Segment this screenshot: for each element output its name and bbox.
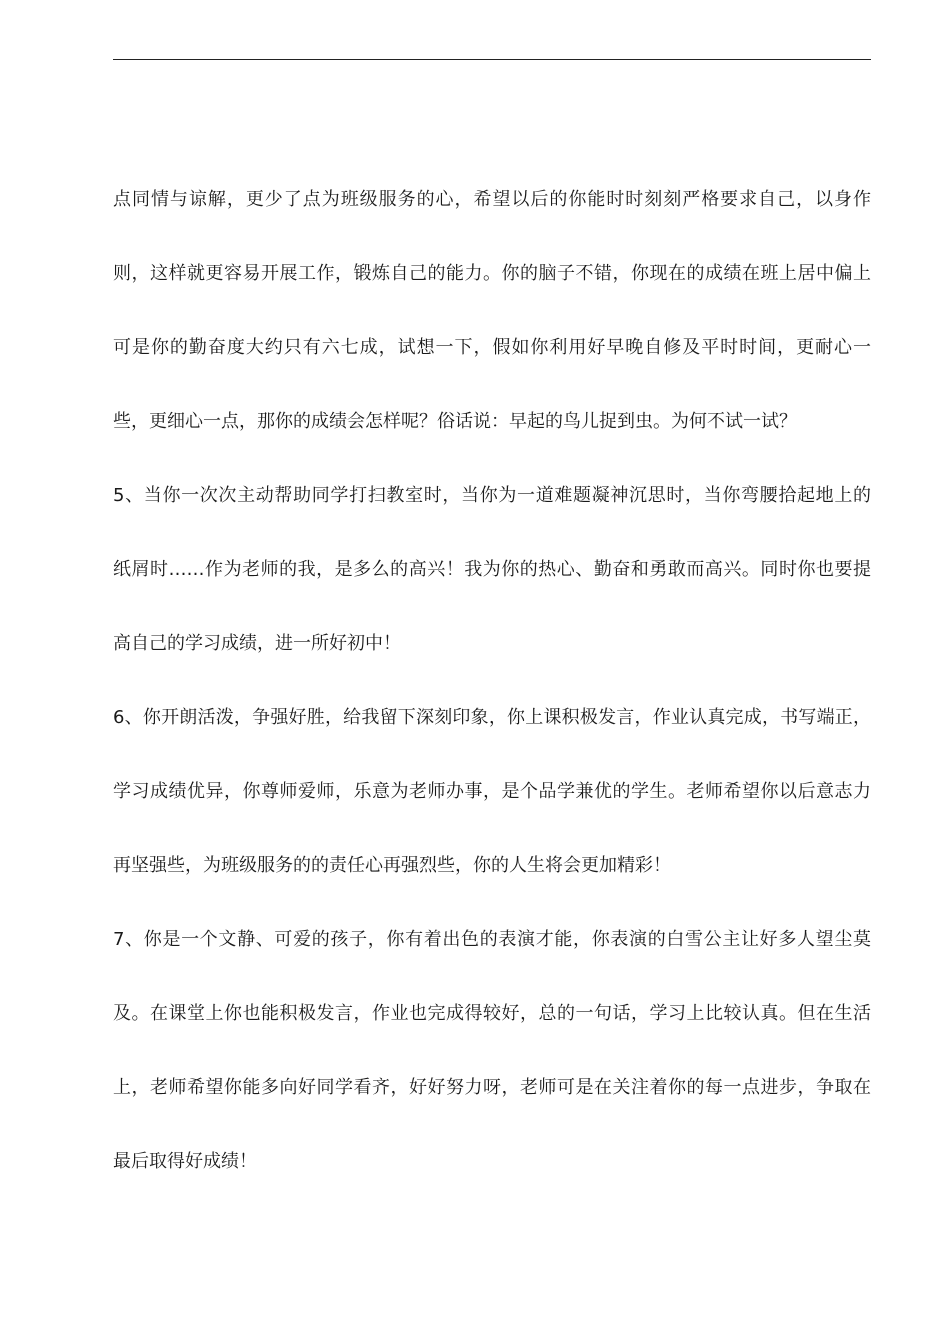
text-line: 则，这样就更容易开展工作，锻炼自己的能力。你的脑子不错，你现在的成绩在班上居中偏上 — [113, 263, 871, 284]
text-line: 学习成绩优异，你尊师爱师，乐意为老师办事，是个品学兼优的学生。老师希望你以后意志力 — [113, 781, 871, 802]
text-line: 点同情与谅解，更少了点为班级服务的心，希望以后的你能时时刻刻严格要求自己，以身作 — [113, 189, 871, 210]
text-line: 6、你开朗活泼，争强好胜，给我留下深刻印象，你上课积极发言，作业认真完成，书写端正， — [113, 707, 871, 728]
text-line: 上，老师希望你能多向好同学看齐，好好努力呀，老师可是在关注着你的每一点进步，争取在 — [113, 1077, 871, 1098]
document-body — [113, 163, 871, 1199]
text-line: 最后取得好成绩！ — [113, 1151, 257, 1172]
text-line: 些，更细心一点，那你的成绩会怎样呢？俗话说：早起的鸟儿捉到虫。为何不试一试？ — [113, 411, 797, 432]
text-line: 7、你是一个文静、可爱的孩子，你有着出色的表演才能，你表演的白雪公主让好多人望尘莫 — [113, 929, 871, 950]
text-line: 及。在课堂上你也能积极发言，作业也完成得较好，总的一句话，学习上比较认真。但在生活 — [113, 1003, 871, 1024]
header-rule — [113, 59, 871, 60]
text-line: 高自己的学习成绩，进一所好初中！ — [113, 633, 401, 654]
text-line: 5、当你一次次主动帮助同学打扫教室时，当你为一道难题凝神沉思时，当你弯腰拾起地上的 — [113, 485, 871, 506]
text-line: 再坚强些，为班级服务的的责任心再强烈些，你的人生将会更加精彩！ — [113, 855, 671, 876]
text-line: 可是你的勤奋度大约只有六七成，试想一下，假如你利用好早晚自修及平时时间，更耐心一 — [113, 337, 871, 358]
text-line: 纸屑时……作为老师的我，是多么的高兴！我为你的热心、勤奋和勇敢而高兴。同时你也要提 — [113, 559, 871, 580]
